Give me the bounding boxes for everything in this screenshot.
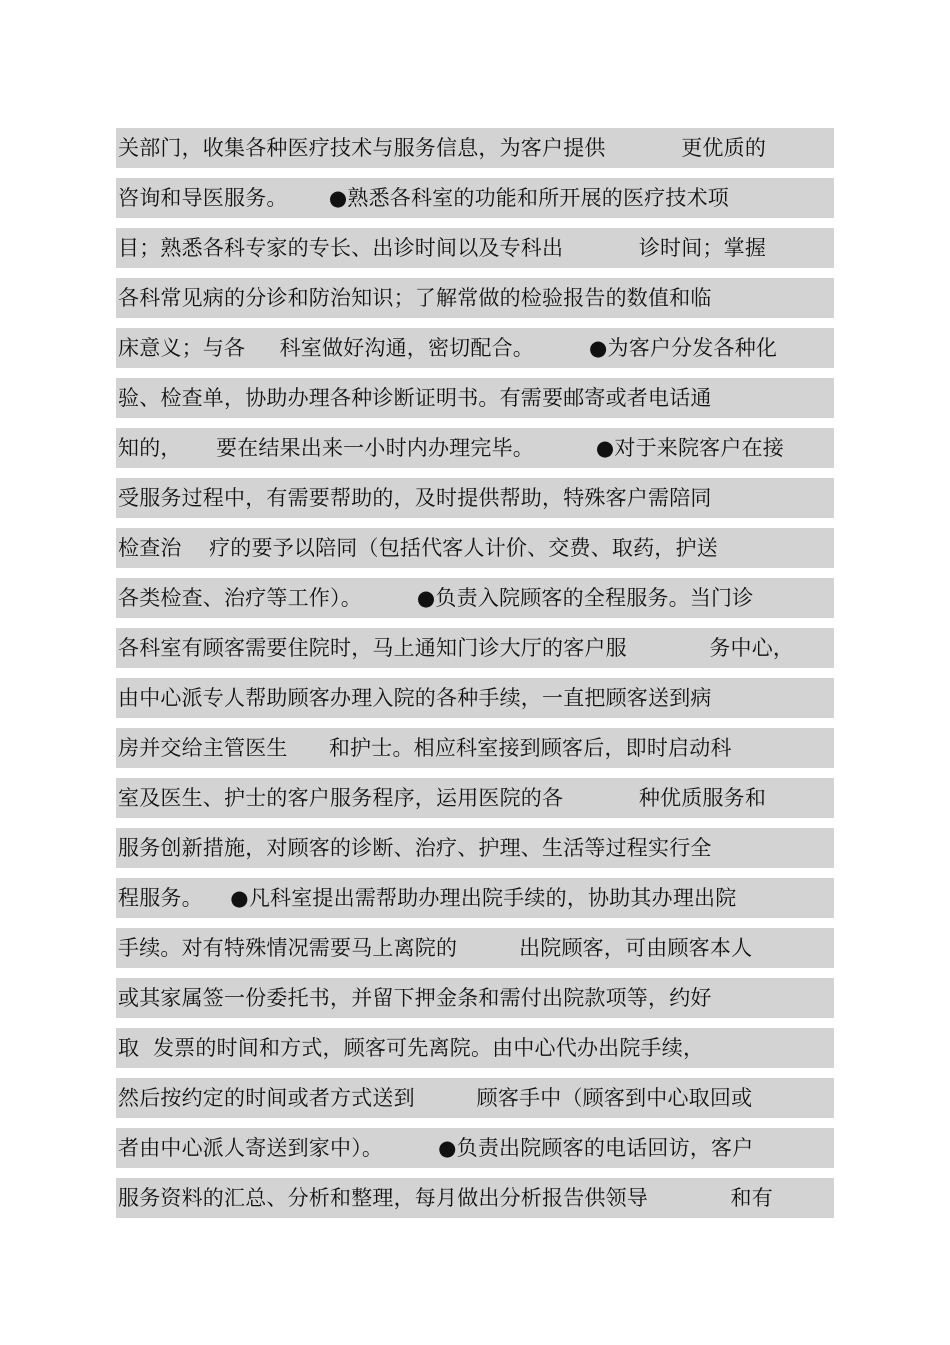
text-line-17: 手续。对有特殊情况需要马上离院的 出院顾客，可由顾客本人 bbox=[116, 928, 834, 968]
text-line-13: 房并交给主管医生 和护士。相应科室接到顾客后，即时启动科 bbox=[116, 728, 834, 768]
text-line-21: 者由中心派人寄送到家中）。 ●负责出院顾客的电话回访，客户 bbox=[116, 1128, 834, 1168]
text-line-8: 受服务过程中，有需要帮助的，及时提供帮助，特殊客户需陪同 bbox=[116, 478, 834, 518]
text-line-2: 咨询和导医服务。 ●熟悉各科室的功能和所开展的医疗技术项 bbox=[116, 178, 834, 218]
text-line-4: 各科常见病的分诊和防治知识；了解常做的检验报告的数值和临 bbox=[116, 278, 834, 318]
text-line-11: 各科室有顾客需要住院时，马上通知门诊大厅的客户服 务中心， bbox=[116, 628, 834, 668]
text-line-1: 关部门，收集各种医疗技术与服务信息，为客户提供 更优质的 bbox=[116, 128, 834, 168]
text-line-16: 程服务。 ●凡科室提出需帮助办理出院手续的，协助其办理出院 bbox=[116, 878, 834, 918]
text-line-22: 服务资料的汇总、分析和整理，每月做出分析报告供领导 和有 bbox=[116, 1178, 834, 1218]
text-line-19: 取 发票的时间和方式，顾客可先离院。由中心代办出院手续， bbox=[116, 1028, 834, 1068]
text-line-15: 服务创新措施，对顾客的诊断、治疗、护理、生活等过程实行全 bbox=[116, 828, 834, 868]
text-line-18: 或其家属签一份委托书，并留下押金条和需付出院款项等，约好 bbox=[116, 978, 834, 1018]
text-line-5: 床意义；与各 科室做好沟通，密切配合。 ●为客户分发各种化 bbox=[116, 328, 834, 368]
text-line-14: 室及医生、护士的客户服务程序，运用医院的各 种优质服务和 bbox=[116, 778, 834, 818]
text-line-7: 知的， 要在结果出来一小时内办理完毕。 ●对于来院客户在接 bbox=[116, 428, 834, 468]
text-block bbox=[116, 128, 834, 1228]
text-line-10: 各类检查、治疗等工作）。 ●负责入院顾客的全程服务。当门诊 bbox=[116, 578, 834, 618]
text-line-9: 检查治 疗的要予以陪同（包括代客人计价、交费、取药，护送 bbox=[116, 528, 834, 568]
text-line-12: 由中心派专人帮助顾客办理入院的各种手续，一直把顾客送到病 bbox=[116, 678, 834, 718]
text-line-20: 然后按约定的时间或者方式送到 顾客手中（顾客到中心取回或 bbox=[116, 1078, 834, 1118]
text-line-3: 目；熟悉各科专家的专长、出诊时间以及专科出 诊时间；掌握 bbox=[116, 228, 834, 268]
text-line-6: 验、检查单，协助办理各种诊断证明书。有需要邮寄或者电话通 bbox=[116, 378, 834, 418]
